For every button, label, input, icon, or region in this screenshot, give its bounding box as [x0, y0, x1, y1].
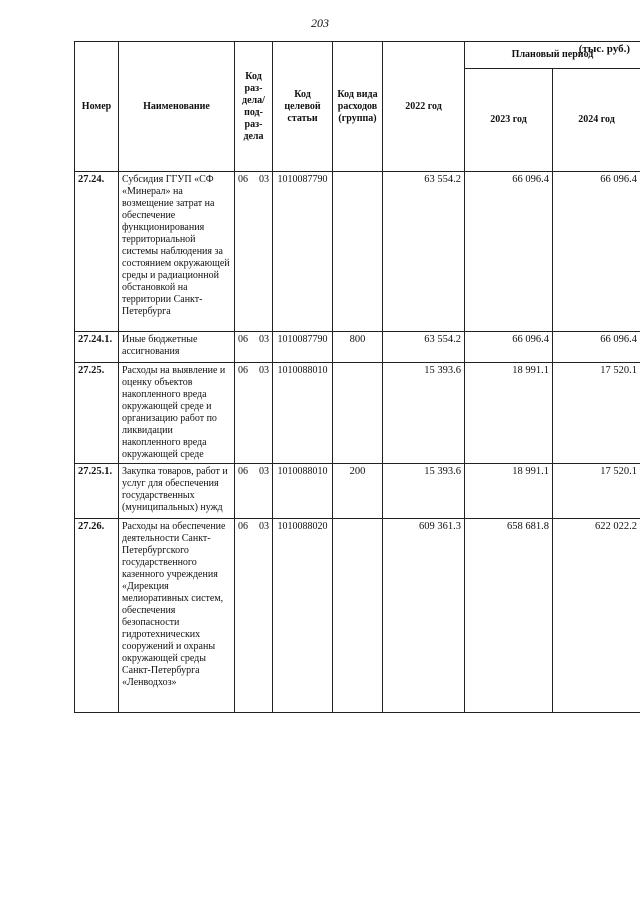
row-razdel: [235, 464, 273, 519]
razdel-code: 06: [238, 174, 248, 185]
row-2023: 66 096.4: [465, 172, 553, 332]
header-2023: 2023 год: [465, 69, 553, 172]
row-vr: [333, 519, 383, 713]
row-2022: 609 361.3: [383, 519, 465, 713]
row-csr: 1010087790: [273, 172, 333, 332]
table-row: [75, 519, 640, 713]
row-name: Расходы на выявление и оценку объектов накопленного вреда окружающей среде и организацию работ по ликвидации накопленного вреда окружающей среде: [119, 363, 235, 464]
row-2024: 622 022.2: [553, 519, 640, 713]
podrazdel-code: 03: [259, 334, 269, 345]
razdel-code: 06: [238, 521, 248, 532]
razdel-code: 06: [238, 466, 248, 477]
row-razdel: [235, 332, 273, 363]
header-vr: Код вида расходов (группа): [333, 42, 383, 172]
podrazdel-code: 03: [259, 521, 269, 532]
header-plan-period: Плановый период: [465, 42, 640, 69]
table-row: [75, 332, 640, 363]
row-csr: 1010088010: [273, 363, 333, 464]
row-csr: 1010087790: [273, 332, 333, 363]
row-2022: 63 554.2: [383, 332, 465, 363]
header-row-top: [75, 42, 640, 69]
row-2023: 18 991.1: [465, 464, 553, 519]
row-2022: 15 393.6: [383, 464, 465, 519]
header-razdel: Код раз- дела/ под- раз- дела: [235, 42, 273, 172]
row-number: 27.26.: [75, 519, 119, 713]
table-row: [75, 464, 640, 519]
row-name: Расходы на обеспечение деятельности Санкт-Петербургского государственного казенного учреждения «Дирекция мелиоративных систем, обеспечения безопасности гидротехнических сооружений и охраны окружающей среды Санкт-Петербурга «Ленводхоз»: [119, 519, 235, 713]
row-csr: 1010088010: [273, 464, 333, 519]
row-2024: 66 096.4: [553, 332, 640, 363]
row-2022: 63 554.2: [383, 172, 465, 332]
header-name: Наименование: [119, 42, 235, 172]
budget-table: [74, 41, 640, 713]
row-number: 27.24.1.: [75, 332, 119, 363]
row-vr: [333, 363, 383, 464]
row-vr: 800: [333, 332, 383, 363]
row-vr: 200: [333, 464, 383, 519]
podrazdel-code: 03: [259, 365, 269, 376]
row-number: 27.25.1.: [75, 464, 119, 519]
table-row: [75, 172, 640, 332]
header-2022: 2022 год: [383, 42, 465, 172]
row-2023: 66 096.4: [465, 332, 553, 363]
row-2023: 658 681.8: [465, 519, 553, 713]
row-2023: 18 991.1: [465, 363, 553, 464]
units-label: (тыс. руб.): [578, 43, 630, 55]
row-name: Закупка товаров, работ и услуг для обеспечения государственных (муниципальных) нужд: [119, 464, 235, 519]
row-2022: 15 393.6: [383, 363, 465, 464]
podrazdel-code: 03: [259, 174, 269, 185]
header-number: Номер: [75, 42, 119, 172]
row-2024: 17 520.1: [553, 363, 640, 464]
header-csr: Код целевой статьи: [273, 42, 333, 172]
row-razdel: [235, 519, 273, 713]
row-2024: 17 520.1: [553, 464, 640, 519]
page-number: 203: [311, 16, 329, 30]
row-number: 27.25.: [75, 363, 119, 464]
row-csr: 1010088020: [273, 519, 333, 713]
row-name: Субсидия ГГУП «СФ «Минерал» на возмещение затрат на обеспечение функционирования территориальной системы наблюдения за состоянием окружающей среды и радиационной обстановкой на территории Санкт-Петербурга: [119, 172, 235, 332]
row-2024: 66 096.4: [553, 172, 640, 332]
row-number: 27.24.: [75, 172, 119, 332]
table-row: [75, 363, 640, 464]
razdel-code: 06: [238, 334, 248, 345]
row-razdel: [235, 172, 273, 332]
row-vr: [333, 172, 383, 332]
podrazdel-code: 03: [259, 466, 269, 477]
header-2024: 2024 год: [553, 69, 640, 172]
row-name: Иные бюджетные ассигнования: [119, 332, 235, 363]
row-razdel: [235, 363, 273, 464]
razdel-code: 06: [238, 365, 248, 376]
